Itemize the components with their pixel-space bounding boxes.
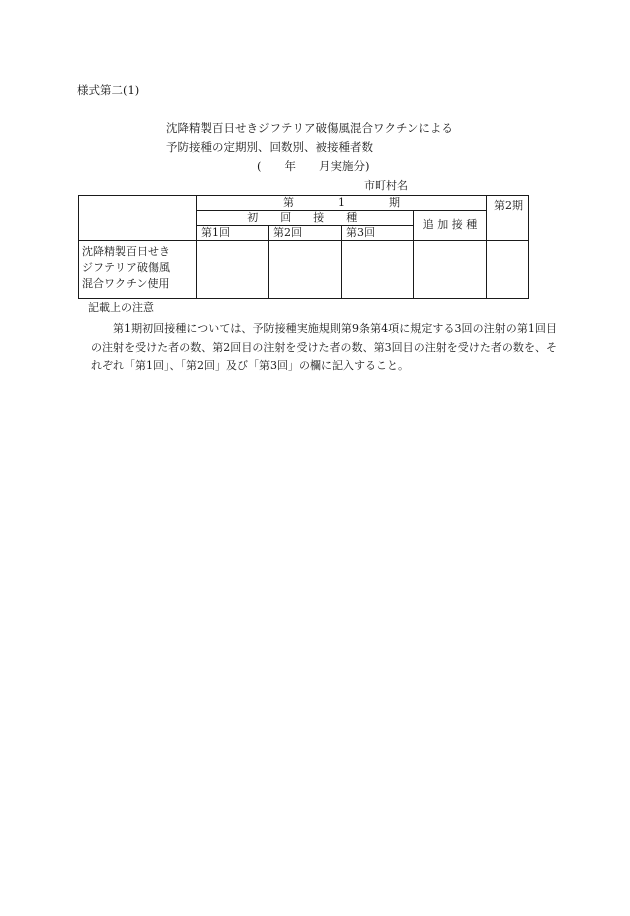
dose-3-header: 第3回 (342, 226, 414, 241)
dose-1-count-cell[interactable] (197, 241, 269, 299)
vaccination-count-table (78, 195, 529, 299)
table-corner-cell (79, 196, 197, 241)
row-label-line: 沈降精製百日せき (82, 245, 170, 258)
notes-heading: 記載上の注意 (88, 301, 154, 314)
period-1-header: 第 1 期 (197, 196, 487, 211)
row-label-vaccine (79, 241, 197, 299)
row-label-line: ジフテリア破傷風 (82, 260, 170, 274)
dose-2-header: 第2回 (269, 226, 342, 241)
initial-vaccination-header: 初 回 接 種 (197, 211, 414, 226)
period-2-count-cell[interactable] (487, 241, 529, 299)
document-title-line-2: 予防接種の定期別、回数別、被接種者数 (166, 140, 373, 154)
form-number: 様式第二(1) (77, 83, 140, 97)
municipality-label: 市町村名 (364, 179, 408, 192)
row-label-line: 混合ワクチン使用 (82, 276, 170, 290)
dose-3-count-cell[interactable] (342, 241, 414, 299)
notes-body: 第1期初回接種については、予防接種実施規則第9条第4項に規定する3回の注射の第1回目の注射を受けた者の数、第2回目の注射を受けた者の数、第3回目の注射を受けた者の数を、それぞれ「第1回」、「第2回」及び「第3回」の欄に記入すること。 (91, 322, 557, 372)
booster-count-cell[interactable] (414, 241, 487, 299)
reporting-period: ( 年 月実施分) (257, 159, 370, 173)
dose-1-header: 第1回 (197, 226, 269, 241)
dose-2-count-cell[interactable] (269, 241, 342, 299)
period-2-header: 第2期 (487, 196, 529, 241)
document-title-line-1: 沈降精製百日せきジフテリア破傷風混合ワクチンによる (166, 121, 453, 135)
booster-vaccination-header: 追 加 接 種 (414, 211, 487, 241)
